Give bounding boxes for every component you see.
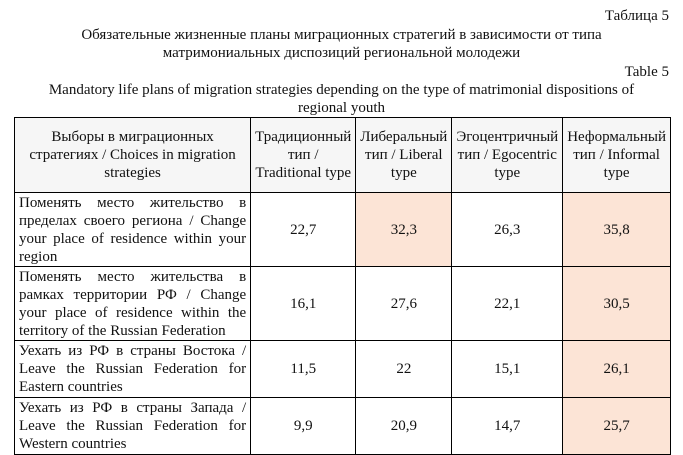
table-row [15, 193, 671, 267]
value-cell: 15,1 [452, 341, 563, 398]
migration-table [14, 117, 671, 455]
value-cell: 26,3 [452, 193, 563, 267]
table-title-en: Mandatory life plans of migration strategies depending on the type of matrimonial dispositions of regional youth [48, 82, 635, 116]
row-label: Уехать из РФ в страны Запада / Leave the Russian Federation for Western countries [15, 398, 251, 455]
header-traditional: Традиционный тип / Traditional type [251, 118, 356, 193]
table-title-ru: Обязательные жизненные планы миграционных стратегий в зависимости от типа матримониальных диспозиций региональной молодежи [81, 27, 602, 61]
value-cell: 22 [356, 341, 452, 398]
header-egocentric: Эгоцентричный тип / Egocentric type [452, 118, 563, 193]
table-number-ru: Таблица 5 [604, 8, 669, 24]
table-row [15, 341, 671, 398]
value-cell: 14,7 [452, 398, 563, 455]
row-label: Поменять место жительства в рамках территории РФ / Change your place of residence within the territory of the Russian Federation [15, 267, 251, 341]
value-cell: 32,3 [356, 193, 452, 267]
table-row [15, 398, 671, 455]
header-choices: Выборы в миграционных стратегиях / Choices in migration strategies [15, 118, 251, 193]
value-cell: 22,1 [452, 267, 563, 341]
value-cell: 22,7 [251, 193, 356, 267]
row-label: Поменять место жительство в пределах своего региона / Change your place of residence within your region [15, 193, 251, 267]
value-cell: 20,9 [356, 398, 452, 455]
header-row [15, 118, 671, 193]
header-liberal: Либеральный тип / Liberal type [356, 118, 452, 193]
table-number-en: Table 5 [624, 64, 669, 80]
value-cell: 16,1 [251, 267, 356, 341]
value-cell: 26,1 [563, 341, 671, 398]
row-label: Уехать из РФ в страны Востока / Leave the Russian Federation for Eastern countries [15, 341, 251, 398]
value-cell: 27,6 [356, 267, 452, 341]
value-cell: 30,5 [563, 267, 671, 341]
value-cell: 9,9 [251, 398, 356, 455]
value-cell: 25,7 [563, 398, 671, 455]
value-cell: 11,5 [251, 341, 356, 398]
header-informal: Неформальный тип / Informal type [563, 118, 671, 193]
value-cell: 35,8 [563, 193, 671, 267]
table-row [15, 267, 671, 341]
